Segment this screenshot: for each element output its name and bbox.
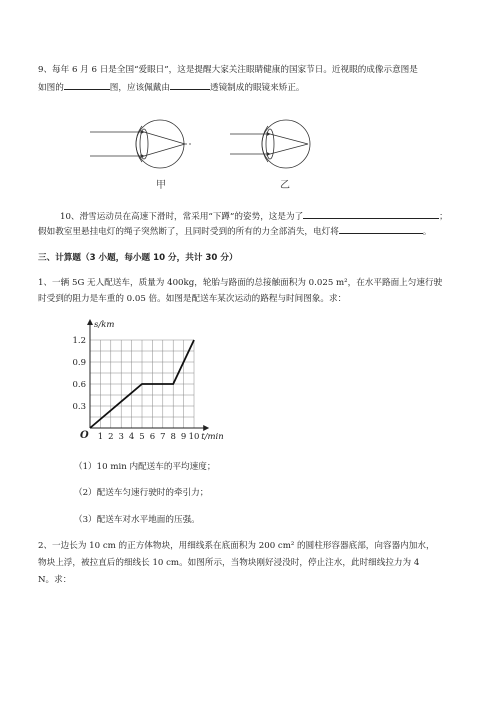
- q9-line2: [38, 80, 305, 94]
- q1-sub1: （1）10 min 内配送车的平均速度；: [74, 462, 216, 472]
- x-tick-label: 9: [180, 432, 187, 442]
- x-axis-label: t/min: [201, 432, 224, 442]
- x-tick-label: 10: [188, 432, 200, 442]
- q9-blank-1[interactable]: [64, 80, 110, 90]
- q1-sub2: （2）配送车匀速行驶时的牵引力；: [74, 488, 209, 498]
- q9-blank-2[interactable]: [170, 80, 210, 90]
- q10-end-2: 。: [422, 227, 432, 237]
- q1-line2: 时受到的阻力是车重的 0.05 倍。如图是配送车某次运动的路程与时间图象。求：: [38, 294, 347, 304]
- y-tick-label: 0.3: [72, 402, 86, 412]
- q9-line1: 9、每年 6 月 6 日是全国“爱眼日”，这是提醒大家关注眼睛健康的国家节日。近视眼的成像示意图是: [38, 65, 418, 75]
- eye-diagram-left: [90, 120, 192, 168]
- y-axis-label: s/km: [94, 320, 115, 330]
- fig-label-left: 甲: [156, 180, 166, 191]
- x-tick-label: 4: [128, 432, 135, 442]
- y-axis-arrow: [87, 319, 93, 325]
- q10-blank-1[interactable]: [303, 209, 439, 219]
- q10-blank-2[interactable]: [339, 224, 423, 234]
- q1-line1: 1、一辆 5G 无人配送车，质量为 400kg，轮胎与路面的总接触面积为 0.025 m²，在水平路面上匀速行驶: [38, 278, 443, 288]
- fig-label-right: 乙: [280, 180, 290, 191]
- q10-line1: [60, 209, 448, 223]
- section-title: 三、计算题（3 小题，每小题 10 分，共计 30 分）: [38, 253, 238, 263]
- q10-text-1: 10、滑雪运动员在高速下滑时，常采用“下蹲”的姿势，这是为了: [60, 212, 304, 222]
- x-tick-label: 1: [97, 432, 104, 442]
- x-tick-label: 6: [149, 432, 156, 442]
- eye-diagrams: [80, 112, 340, 196]
- q9-text-b: 图，应该佩戴由: [109, 83, 170, 93]
- q10-line2: [38, 224, 431, 238]
- q2-line1: 2、一边长为 10 cm 的正方体物块，用细线系在底面积为 200 cm² 的圆柱形容器底部，向容器内加水，: [38, 541, 435, 551]
- x-tick-label: 3: [118, 432, 124, 442]
- q2-line2: 物块上浮，被拉直后的细线长 10 cm。如图所示，当物块刚好浸没时，停止注水，此时细线拉力为 4: [38, 558, 420, 568]
- y-tick-label: 0.6: [72, 380, 86, 390]
- distance-time-chart: [60, 318, 240, 448]
- x-tick-label: 2: [108, 432, 114, 442]
- y-tick-label: 1.2: [72, 336, 86, 346]
- eye-diagram-right: [230, 120, 310, 168]
- x-axis-arrow: [203, 425, 209, 431]
- origin-label: O: [80, 430, 89, 441]
- q9-text-c: 透镜制成的眼镜来矫正。: [209, 83, 305, 93]
- x-tick-label: 7: [160, 432, 166, 442]
- q9-text-a: 如图的: [38, 83, 64, 93]
- x-tick-label: 8: [170, 432, 176, 442]
- q1-sub3: （3）配送车对水平地面的压强。: [74, 515, 200, 525]
- x-tick-label: 5: [139, 432, 145, 442]
- q10-text-2: 假如教室里悬挂电灯的绳子突然断了，且同时受到的所有的力全部消失，电灯将: [38, 227, 339, 237]
- q2-line3: N。求：: [38, 575, 72, 585]
- y-tick-label: 0.9: [72, 358, 86, 368]
- q10-end-1: ；: [439, 212, 448, 222]
